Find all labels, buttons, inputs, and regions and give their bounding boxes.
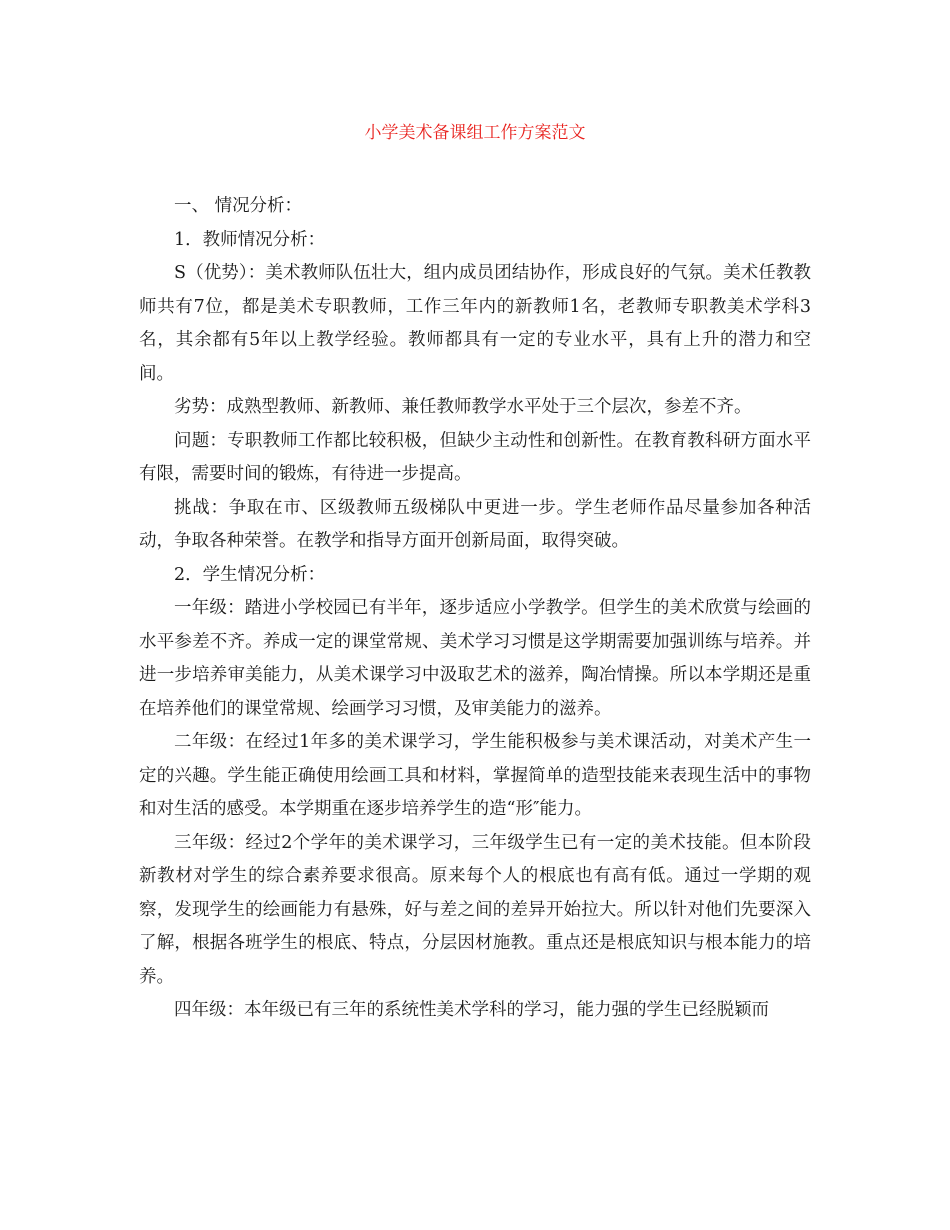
paragraph-challenges: 挑战：争取在市、区级教师五级梯队中更进一步。学生老师作品尽量参加各种活动，争取各种荣誉。在教学和指导方面开创新局面，取得突破。 bbox=[139, 497, 811, 551]
paragraph-strengths: S（优势）：美术教师队伍壮大，组内成员团结协作，形成良好的气氛。美术任教教师共有7位，都是美术专职教师，工作三年内的新教师1名，老教师专职教美术学科3名，其余都有5年以上教学经验。教师都具有一定的专业水平，具有上升的潜力和空间。 bbox=[139, 263, 811, 384]
paragraph-grade-three: 三年级：经过2个学年的美术课学习，三年级学生已有一定的美术技能。但本阶段新教材对学生的综合素养要求很高。原来每个人的根底也有高有低。通过一学期的观察，发现学生的绘画能力有悬殊，好与差之间的差异开始拉大。所以针对他们先要深入了解，根据各班学生的根底、特点，分层因材施教。重点还是根底知识与根本能力的培养。 bbox=[139, 832, 811, 987]
paragraph-weaknesses: 劣势：成熟型教师、新教师、兼任教师教学水平处于三个层次，参差不齐。 bbox=[174, 397, 752, 417]
paragraph-section-heading: 一、 情况分析： bbox=[174, 196, 303, 216]
paragraph-grade-one: 一年级：踏进小学校园已有半年，逐步适应小学教学。但学生的美术欣赏与绘画的水平参差不齐。养成一定的课堂常规、美术学习习惯是这学期需要加强训练与培养。并进一步培养审美能力，从美术课学习中汲取艺术的滋养，陶冶情操。所以本学期还是重在培养他们的课堂常规、绘画学习习惯，及审美能力的滋养。 bbox=[139, 598, 811, 719]
paragraph-problems: 问题：专职教师工作都比较积极，但缺少主动性和创新性。在教育教科研方面水平有限，需要时间的锻炼，有待进一步提高。 bbox=[139, 430, 811, 484]
document-body bbox=[139, 190, 811, 1028]
document-title: 小学美术备课组工作方案范文 bbox=[364, 123, 586, 143]
paragraph-grade-two: 二年级：在经过1年多的美术课学习，学生能积极参与美术课活动，对美术产生一定的兴趣。学生能正确使用绘画工具和材料，掌握简单的造型技能来表现生活中的事物和对生活的感受。本学期重在逐步培养学生的造“形″能力。 bbox=[139, 732, 811, 819]
paragraph-student-analysis-heading: 2．学生情况分析： bbox=[174, 564, 326, 585]
paragraph-teacher-analysis-heading: 1．教师情况分析： bbox=[174, 229, 326, 250]
paragraph-grade-four: 四年级：本年级已有三年的系统性美术学科的学习，能力强的学生已经脱颖而 bbox=[174, 1000, 769, 1020]
